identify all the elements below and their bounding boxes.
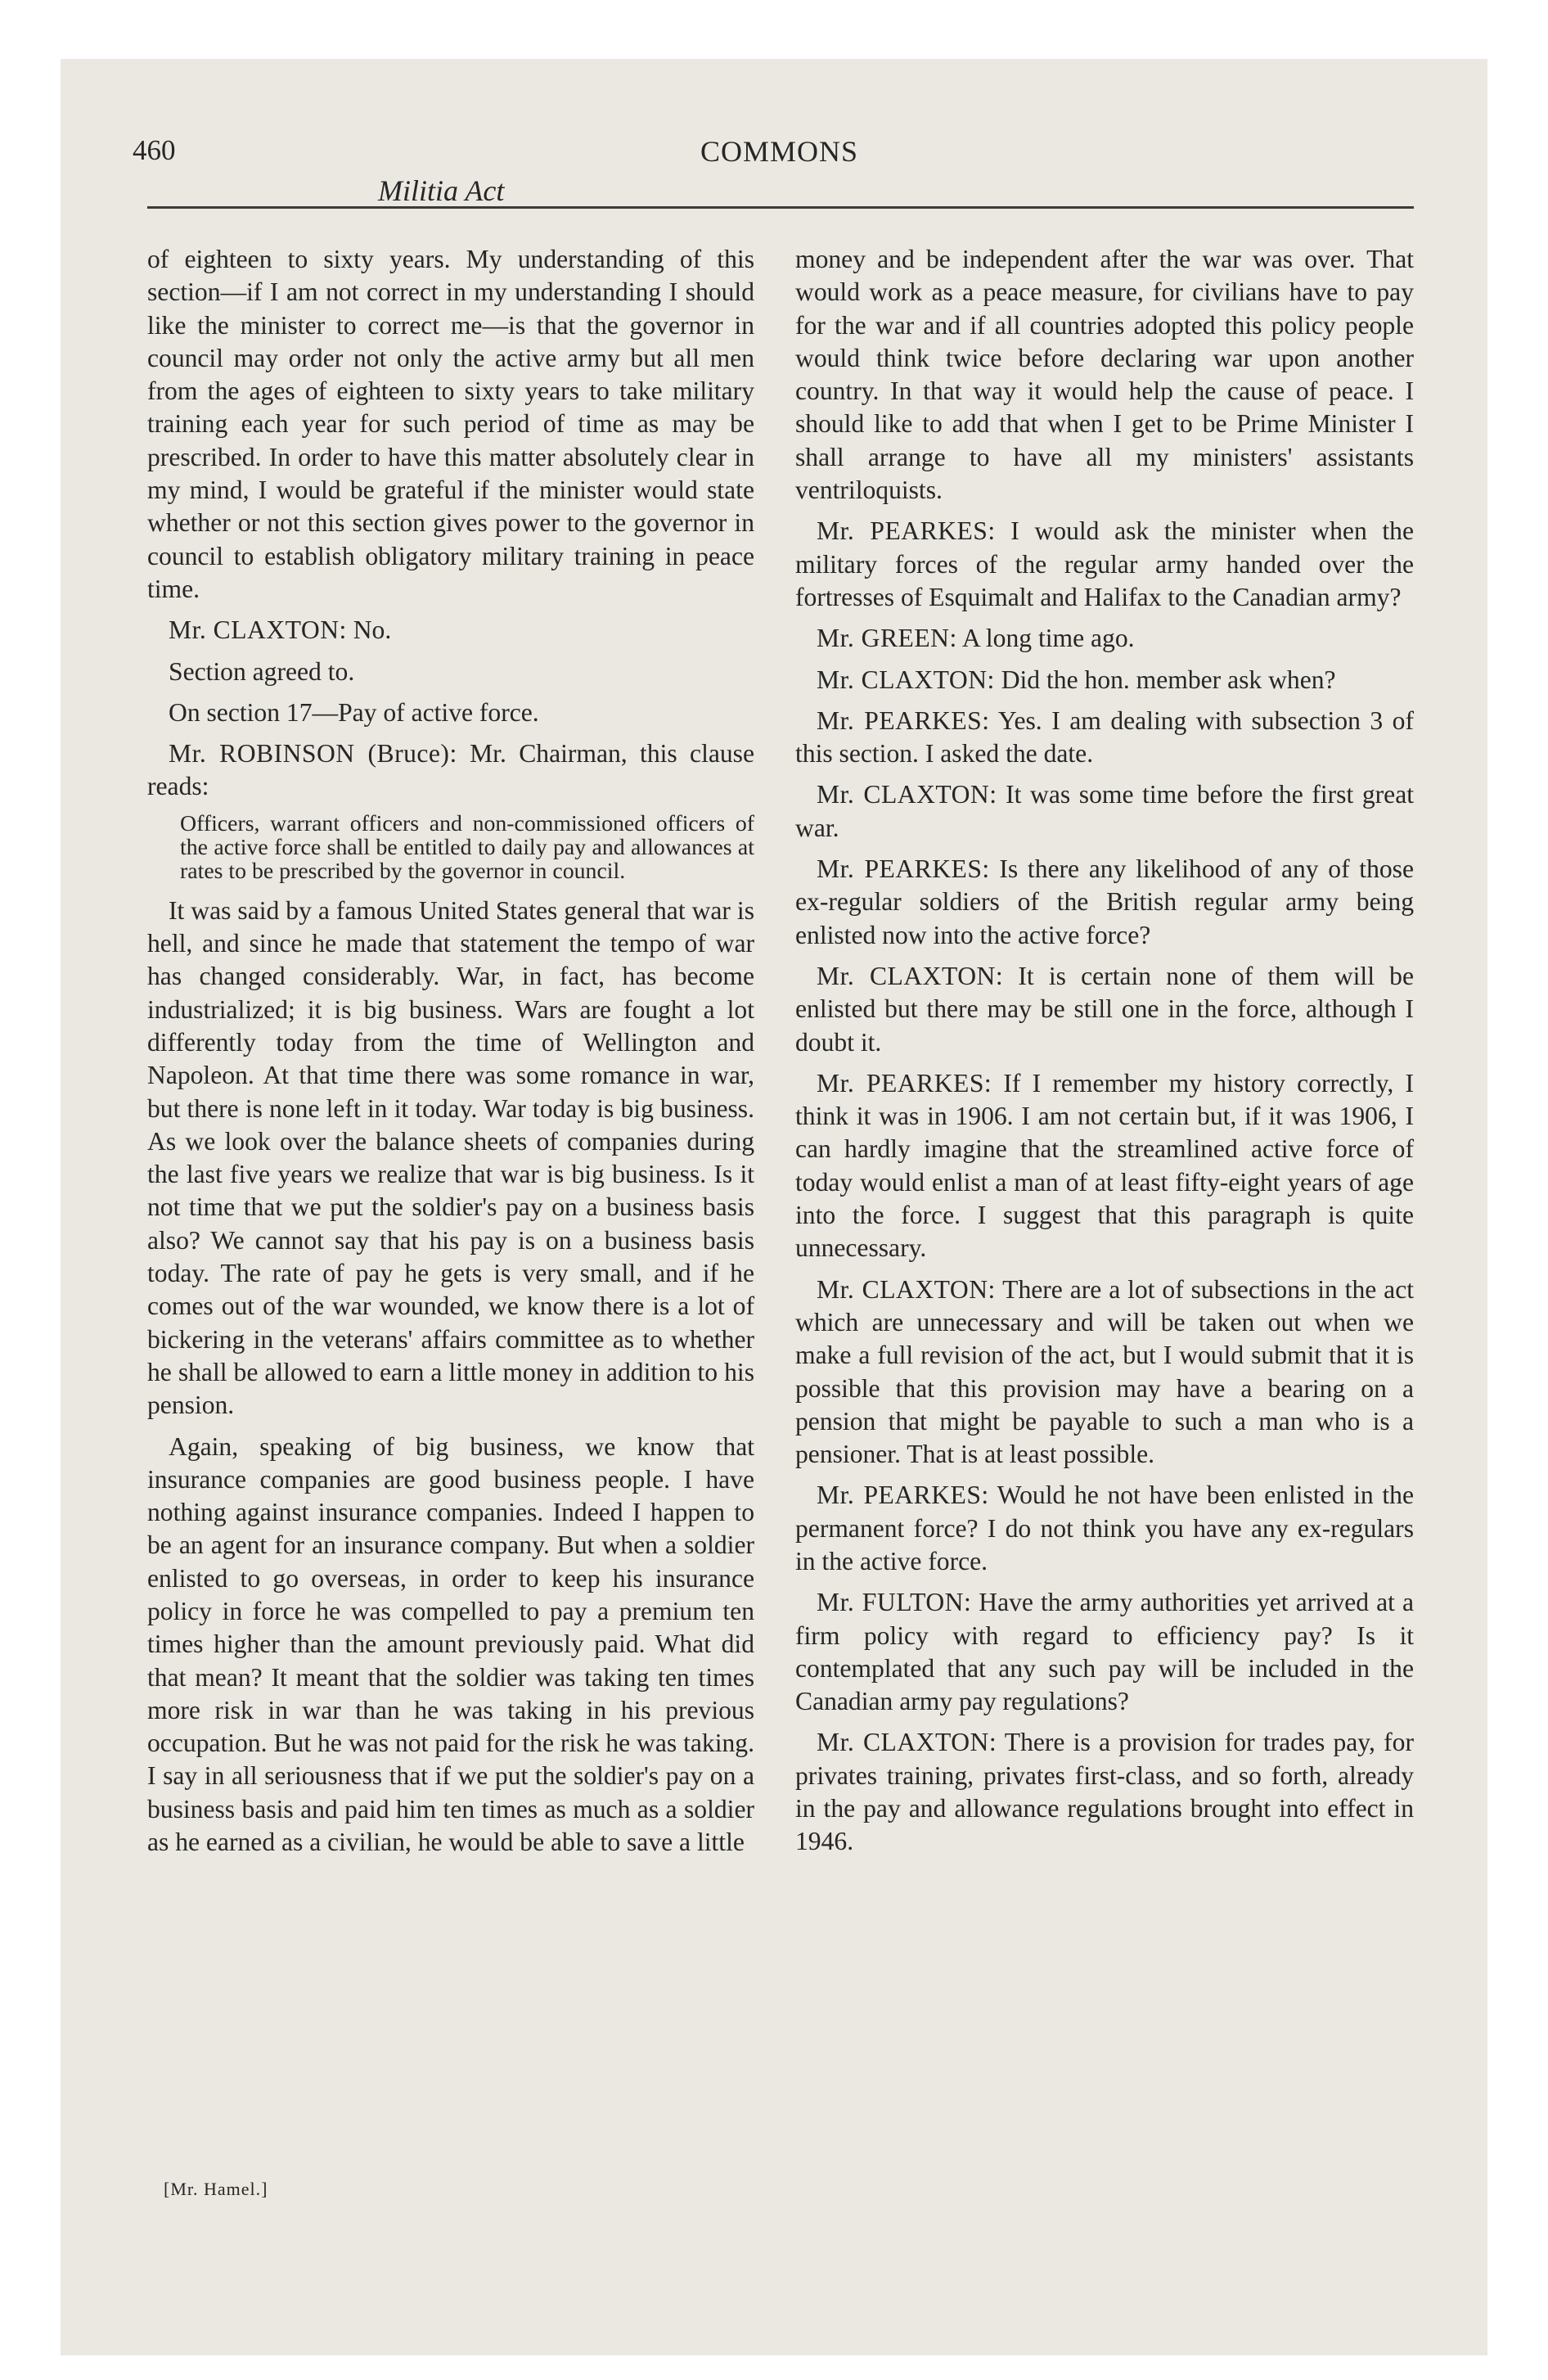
speaker-name: Mr. PEARKES: [817, 516, 996, 546]
paragraph [795, 664, 1414, 696]
paragraph: It was said by a famous United States general that war is hell, and since he made that statement the tempo of war has changed considerably. War, in fact, has become industrialized; it is big business. Wars are fought a lot differently today from the time of Wellington and Napoleon. At that time there was some romance in war, but there is none left in it today. War today is big business. As we look over the balance sheets of companies during the last five years we realize that war is big business. Is it not time that we put the soldier's pay on a business basis also? We cannot say that his pay is on a business basis today. The rate of pay he gets is very small, and if he comes out of the war wounded, we know there is a lot of bickering in the veterans' affairs committee as to whether he shall be allowed to earn a little money in addition to his pension. [147, 895, 754, 1420]
paragraph [795, 1273, 1414, 1472]
speaker-name: Mr. CLAXTON: [817, 665, 995, 694]
paragraph [795, 960, 1414, 1059]
speech-text: Have the army authorities yet arrived at a firm policy with regard to efficiency pay? Is it contemplated that any such pay will be included in the Canadian army pay regulations? [795, 1588, 1414, 1716]
paragraph [795, 853, 1414, 952]
speaker-name: Mr. PEARKES: [817, 1068, 992, 1098]
speech-text: Is there any likelihood of any of those ex-regular soldiers of the British regular army being enlisted now into the active force? [795, 854, 1414, 949]
block-quote: Officers, warrant officers and non-commissioned officers of the active force shall be entitled to daily pay and allowances at rates to be prescribed by the governor in council. [180, 810, 754, 884]
page-number: 460 [133, 134, 176, 166]
paragraph: of eighteen to sixty years. My understanding of this section—if I am not correct in my understanding I should like the minister to correct me—is that the governor in council may order not only the active army but all men from the ages of eighteen to sixty years to take military training each year for such period of time as may be prescribed. In order to have this matter absolutely clear in my mind, I would be grateful if the minister would state whether or not this section gives power to the governor in council to establish obligatory military training in peace time. [147, 245, 754, 603]
speaker-name: Mr. FULTON: [817, 1588, 972, 1617]
speaker-name: Mr. CLAXTON: [169, 615, 347, 645]
section-title: Militia Act [378, 174, 505, 207]
speaker-name: Mr. GREEN: [817, 624, 957, 653]
speech-text: I would ask the minister when the military forces of the regular army handed over the fortresses of Esquimalt and Halifax to the Canadian army? [795, 516, 1414, 611]
speech-text: Did the hon. member ask when? [994, 665, 1336, 694]
speech-text: A long time ago. [956, 624, 1135, 653]
paragraph [795, 705, 1414, 771]
speech-text: There are a lot of subsections in the act which are unnecessary and will be taken out when we make a full revision of the act, but I would submit that it is possible that this provision may have a bearing on a pension that might be payable to such a man who is a pensioner. That is at least possible. [795, 1274, 1415, 1469]
paragraph: On section 17—Pay of active force. [169, 697, 539, 727]
speaker-name: Mr. CLAXTON: [817, 780, 997, 809]
paragraph [795, 1067, 1414, 1265]
speech-text: Yes. I am dealing with subsection 3 of this section. I asked the date. [795, 705, 1415, 769]
speech-text: It was some time before the first great war. [795, 780, 1415, 842]
running-title: COMMONS [700, 135, 859, 168]
paragraph [795, 1479, 1414, 1578]
paragraph: Section agreed to. [169, 656, 355, 686]
speaker-name: Mr. CLAXTON: [817, 961, 1004, 990]
speech-text: No. [346, 615, 392, 645]
paragraph: money and be independent after the war was over. That would work as a peace measure, for civilians have to pay for the war and if all countries adopted this policy people would think twice before declaring war upon another country. In that way it would help the cause of peace. I should like to add that when I get to be Prime Minister I shall arrange to have all my ministers' assistants ventriloquists. [795, 245, 1414, 505]
paragraph [147, 614, 754, 647]
speaker-name: Mr. PEARKES: [817, 705, 990, 735]
speaker-name: Mr. PEARKES: [817, 1481, 989, 1510]
paragraph: Again, speaking of big business, we know that insurance companies are good business people. I have nothing against insurance companies. Indeed I happen to be an agent for an insurance company. But when a soldier enlisted to go overseas, in order to keep his insurance policy in force he was compelled to pay a premium ten times higher than the amount previously paid. What did that mean? It meant that the soldier was taking ten times more risk in war than he was taking in his previous occupation. But he was not paid for the risk he was taking. I say in all seriousness that if we put the soldier's pay on a business basis and paid him ten times as much as a soldier as he earned as a civilian, he would be able to save a little [147, 1431, 754, 1857]
speaker-footnote: [Mr. Hamel.] [164, 2179, 268, 2199]
speech-text: There is a provision for trades pay, for privates training, privates first-class, and so forth, already in the pay and allowance regulations brought into effect in 1946. [795, 1728, 1415, 1856]
paragraph [795, 778, 1414, 845]
paragraph [795, 1586, 1414, 1718]
speech-text: If I remember my history correctly, I think it was in 1906. I am not certain but, if it was 1906, I can hardly imagine that the streamlined active force of today would enlist a man of at least fifty-eight years of age into the force. I suggest that this paragraph is quite unnecessary. [795, 1068, 1415, 1263]
right-column [795, 243, 1414, 1867]
speech-text: Would he not have been enlisted in the permanent force? I do not think you have any ex-regulars in the active force. [795, 1481, 1415, 1575]
speech-text: It is certain none of them will be enlisted but there may be still one in the force, although I doubt it. [795, 961, 1414, 1057]
page-header [133, 134, 1414, 212]
speaker-name: Mr. PEARKES: [817, 854, 990, 884]
speaker-name: Mr. CLAXTON: [817, 1274, 996, 1304]
speech-text: Mr. Chairman, this clause reads: [147, 739, 754, 801]
speaker-name: Mr. CLAXTON: [817, 1728, 997, 1757]
paragraph [795, 515, 1414, 614]
paragraph [795, 622, 1414, 655]
paragraph [795, 1726, 1414, 1858]
left-column [147, 243, 754, 1867]
speaker-name: Mr. ROBINSON (Bruce): [169, 739, 457, 769]
header-rule [147, 206, 1414, 209]
paragraph [147, 737, 754, 804]
